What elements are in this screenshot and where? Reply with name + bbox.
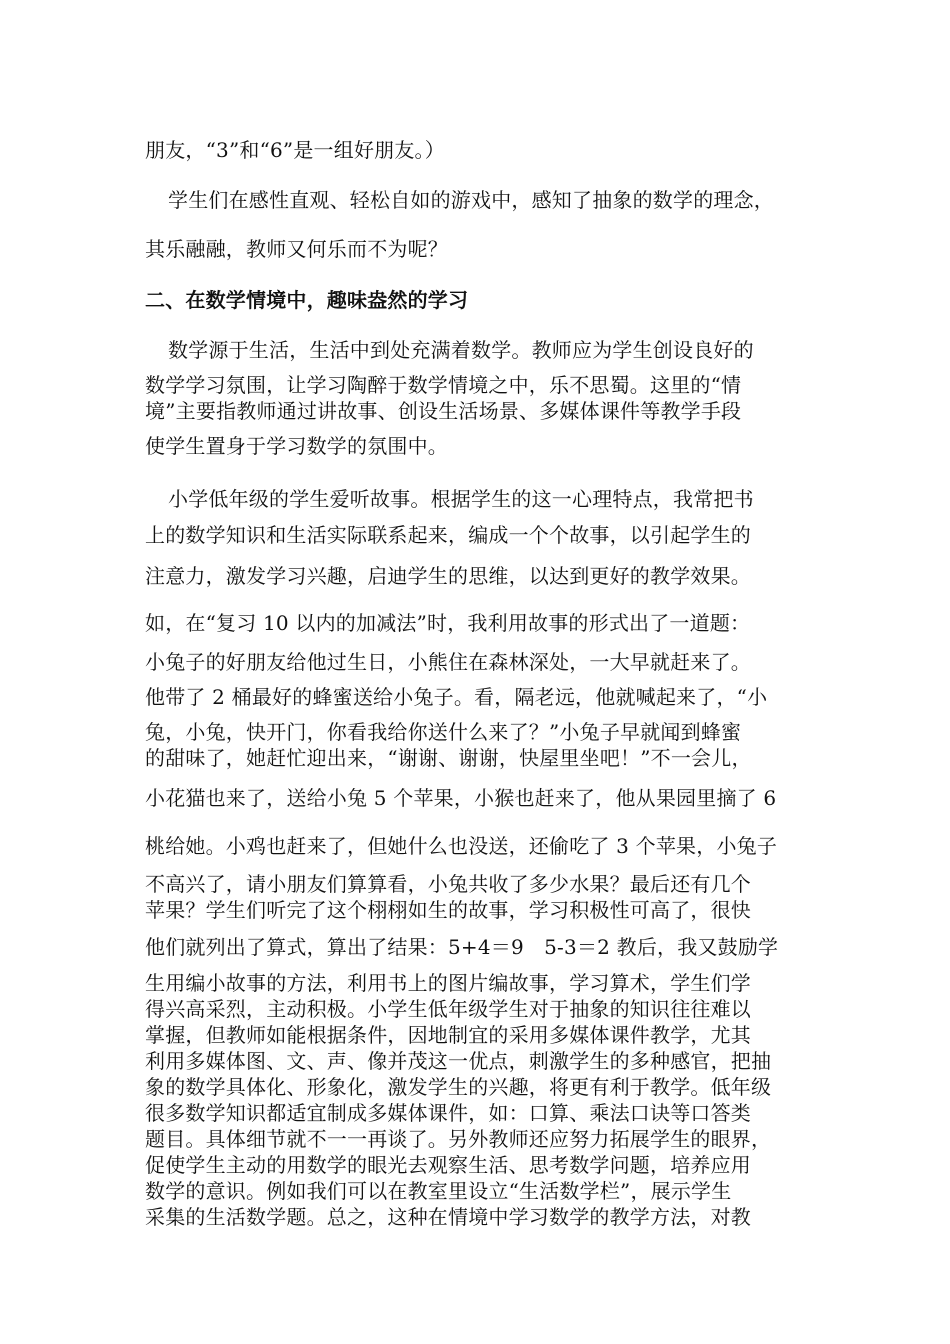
- text-line: 桃给她。小鸡也赶来了，但她什么也没送，还偷吃了 3 个苹果，小兔子: [145, 834, 778, 858]
- text-line: 注意力，激发学习兴趣，启迪学生的思维，以达到更好的教学效果。: [145, 564, 751, 588]
- text-line: 数学源于生活，生活中到处充满着数学。教师应为学生创设良好的: [168, 338, 754, 362]
- text-line: 生用编小故事的方法，利用书上的图片编故事，学习算术，学生们学: [145, 971, 751, 995]
- text-line: 其乐融融，教师又何乐而不为呢？: [145, 237, 448, 261]
- text-line: 小学低年级的学生爱听故事。根据学生的这一心理特点，我常把书: [168, 487, 754, 511]
- text-line: 境”主要指教师通过讲故事、创设生活场景、多媒体课件等教学手段: [145, 399, 742, 423]
- text-line: 题目。具体细节就不一一再谈了。另外教师还应努力拓展学生的眼界，: [145, 1127, 772, 1151]
- text-line: 朋友，“3”和“6”是一组好朋友。）: [145, 138, 445, 162]
- text-line: 苹果？学生们听完了这个栩栩如生的故事，学习积极性可高了，很快: [145, 898, 751, 922]
- text-line: 得兴高采烈，主动积极。小学生低年级学生对于抽象的知识往往难以: [145, 997, 751, 1021]
- text-line: 他们就列出了算式，算出了结果：5+4＝9 5-3＝2 教后，我又鼓励学: [145, 935, 779, 959]
- text-line: 的甜味了，她赶忙迎出来，“谢谢、谢谢，快屋里坐吧！”不一会儿，: [145, 746, 752, 770]
- text-line: 采集的生活数学题。总之，这种在情境中学习数学的教学方法，对教: [145, 1205, 751, 1229]
- text-line: 不高兴了，请小朋友们算算看，小兔共收了多少水果？最后还有几个: [145, 872, 751, 896]
- text-line: 如，在“复习 10 以内的加减法”时，我利用故事的形式出了一道题：: [145, 611, 751, 635]
- text-line: 利用多媒体图、文、声、像并茂这一优点，刺激学生的多种感官，把抽: [145, 1049, 772, 1073]
- text-line: 上的数学知识和生活实际联系起来，编成一个个故事，以引起学生的: [145, 523, 751, 547]
- text-line: 数学的意识。例如我们可以在教室里设立“生活数学栏”，展示学生: [145, 1179, 732, 1203]
- text-line: 掌握，但教师如能根据条件，因地制宜的采用多媒体课件教学，尤其: [145, 1023, 751, 1047]
- text-line: 数学学习氛围，让学习陶醉于数学情境之中，乐不思蜀。这里的“情: [145, 373, 742, 397]
- text-line: 他带了 2 桶最好的蜂蜜送给小兔子。看，隔老远，他就喊起来了，“小: [145, 685, 768, 709]
- section-heading: 二、在数学情境中，趣味盎然的学习: [145, 288, 469, 312]
- text-line: 促使学生主动的用数学的眼光去观察生活、思考数学问题，培养应用: [145, 1153, 751, 1177]
- text-line: 兔，小兔，快开门，你看我给你送什么来了？”小兔子早就闻到蜂蜜: [145, 720, 742, 744]
- text-line: 很多数学知识都适宜制成多媒体课件，如：口算、乘法口诀等口答类: [145, 1101, 751, 1125]
- text-line: 象的数学具体化、形象化，激发学生的兴趣，将更有利于教学。低年级: [145, 1075, 772, 1099]
- text-line: 使学生置身于学习数学的氛围中。: [145, 434, 448, 458]
- text-line: 学生们在感性直观、轻松自如的游戏中，感知了抽象的数学的理念，: [168, 188, 774, 212]
- text-line: 小花猫也来了，送给小兔 5 个苹果，小猴也赶来了，他从果园里摘了 6: [145, 786, 777, 810]
- text-line: 小兔子的好朋友给他过生日，小熊住在森林深处，一大早就赶来了。: [145, 650, 751, 674]
